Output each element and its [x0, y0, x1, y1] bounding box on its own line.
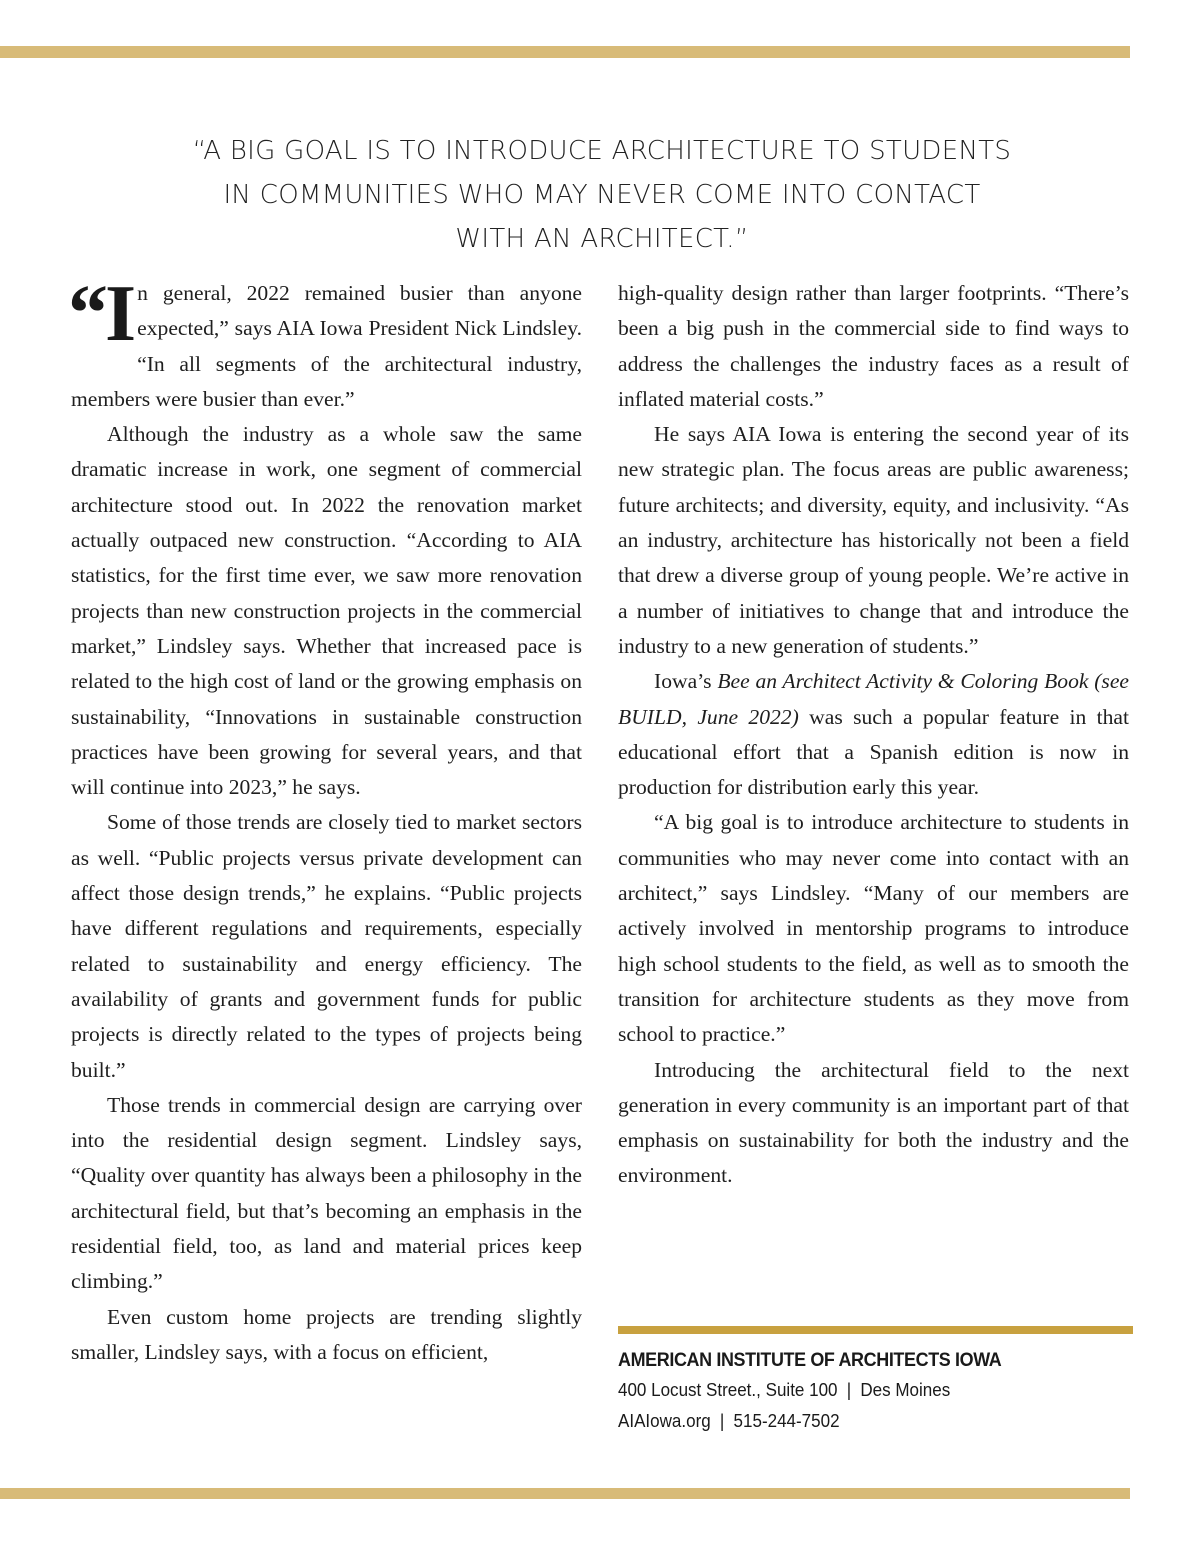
street-address: 400 Locust Street., Suite 100 [618, 1379, 838, 1400]
book-title: Bee an Architect Activity & Coloring Book (see BUILD, June 2022) [618, 669, 1129, 729]
article-paragraph-5-start: Even custom home projects are trending slightly smaller, Lindsley says, with a focus on efficient, [71, 1304, 582, 1364]
contact-block [618, 1346, 1133, 1436]
paragraph-7-start: Iowa’s [654, 669, 718, 694]
article-paragraph-4: Those trends in commercial design are carrying over into the residential design segment. Lindsley says, “Quality over quantity has always been a philosophy in the architectural field, but that’s becoming an emphasis in the residential field, too, as land and material prices keep climbing.” [71, 1092, 582, 1294]
article-paragraph-3: Some of those trends are closely tied to market sectors as well. “Public projects versus private development can affect those design trends,” he explains. “Public projects have different regulations and requirements, especially related to sustainability and energy efficiency. The availability of grants and government funds for public projects is directly related to the types of projects being built.” [71, 810, 582, 1082]
article-paragraph-9: Introducing the architectural field to the next generation in every community is an important part of that emphasis on sustainability for both the industry and the environment. [618, 1057, 1129, 1188]
article-paragraph-6: He says AIA Iowa is entering the second year of its new strategic plan. The focus areas are public awareness; future architects; and diversity, equity, and inclusivity. “As an industry, architecture has historically not been a field that drew a diverse group of young people. We’re active in a number of initiatives to change that and introduce the industry to a new generation of students.” [618, 422, 1129, 658]
web-phone-line [618, 1405, 1092, 1436]
contact-gold-rule [618, 1326, 1133, 1334]
article-column-left [68, 270, 582, 1370]
paragraph-1-text: n general, 2022 remained busier than anyone expected,” says AIA Iowa President Nick Lindsley. “In all segments of the architectural industry, members were busier than ever.” [71, 281, 582, 411]
drop-cap: “I [68, 270, 134, 358]
organization-name: AMERICAN INSTITUTE OF ARCHITECTS IOWA [618, 1349, 1002, 1371]
bottom-gold-rule [0, 1488, 1130, 1499]
article-paragraph-2: Although the industry as a whole saw the same dramatic increase in work, one segment of commercial architecture stood out. In 2022 the renovation market actually outpaced new construction. “According to AIA statistics, for the first time ever, we saw more renovation projects than new construction projects in the commercial market,” Lindsley says. Whether that increased pace is related to the high cost of land or the growing emphasis on sustainability, “Innovations in sustainable construction practices have been growing for several years, and that will continue into 2023,” he says. [71, 422, 582, 800]
article-paragraph-8: “A big goal is to introduce architecture to students in communities who may never come into contact with an architect,” says Lindsley. “Many of our members are actively involved in mentorship programs to introduce high school students to the field, as well as to smooth the transition for architecture students as they move from school to practice.” [618, 810, 1129, 1047]
article-column-right [618, 276, 1129, 1194]
article-paragraph-1 [68, 270, 582, 417]
pull-quote: “A BIG GOAL IS TO INTRODUCE ARCHITECTURE TO STUDENTS IN COMMUNITIES WHO MAY NEVER COME INTO CONTACT WITH AN ARCHITECT.” [192, 136, 1012, 254]
address-line [618, 1374, 1092, 1405]
article-paragraph-7 [618, 664, 1129, 805]
website-link[interactable]: AIAIowa.org [618, 1410, 711, 1431]
separator: | [719, 1410, 725, 1431]
paragraph-7-end: was such a popular feature in that educational effort that a Spanish edition is now in production for distribution early this year. [618, 704, 1130, 800]
city: Des Moines [860, 1379, 951, 1400]
phone-number: 515-244-7502 [733, 1410, 840, 1431]
top-gold-rule [0, 46, 1130, 58]
separator: | [846, 1379, 852, 1400]
article-paragraph-5-continued: high-quality design rather than larger footprints. “There’s been a big push in the commercial side to find ways to address the challenges the industry faces as a result of inflated material costs.” [618, 281, 1129, 411]
